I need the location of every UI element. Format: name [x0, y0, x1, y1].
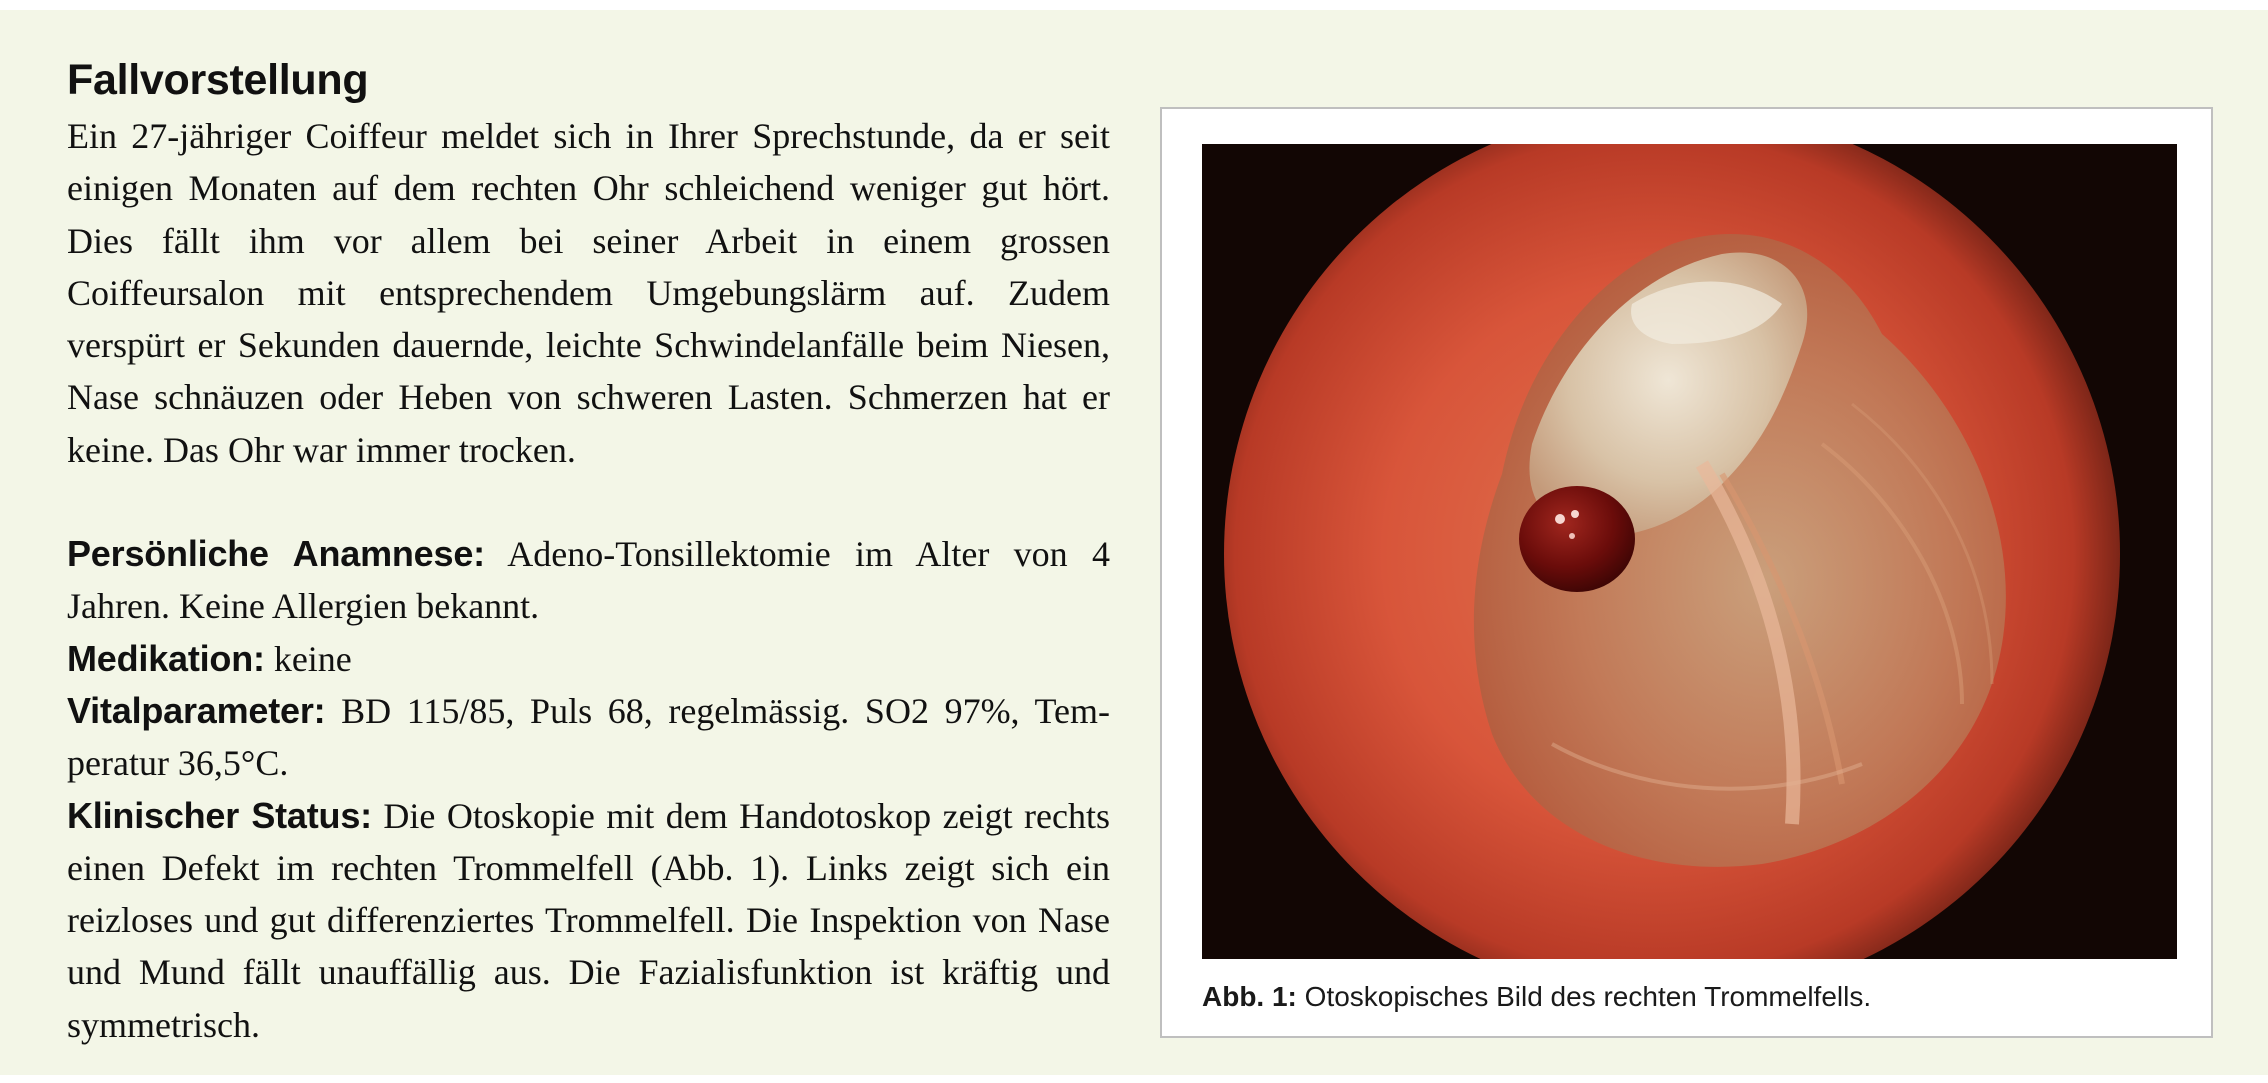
- caption-label: Abb. 1:: [1202, 981, 1297, 1012]
- case-text-column: [67, 50, 1110, 1051]
- intro-paragraph: Ein 27-jähriger Coiffeur meldet sich in Ihrer Sprechstunde, da er seit einigen Monaten auf dem rechten Ohr schleichend weniger gut hört. Dies fällt ihm vor allem bei seiner Arbeit in einem grossen Coiffeursalon mit entsprechendem Umgebungslärm auf. Zudem verspürt er Sekunden dauernde, leichte Schwindelanfälle beim Niesen, Nase schnäuzen oder Heben von schweren Lasten. Schmerzen hat er keine. Das Ohr war immer trocken.: [67, 116, 1110, 470]
- section-text: keine: [273, 638, 352, 679]
- section-medikation: [67, 633, 1110, 685]
- otoscopy-illustration: [1202, 144, 2177, 959]
- section-text: Adeno-Tonsillektomie im Alter von 4 Jahren. Keine Allergien bekannt.: [67, 534, 1110, 627]
- caption-text: Otoskopisches Bild des rechten Trommelfells.: [1304, 981, 1872, 1012]
- section-text: Die Otoskopie mit dem Handotoskop zeigt rechts einen Defekt im rechten Trommelfell (Abb. 1). Links zeigt sich ein reizloses und gut differenziertes Trommelfell. Die Inspektion von Nase und Mund fällt unauffällig aus. Die Fazialisfunktion ist kräftig und symmetrisch.: [67, 795, 1110, 1045]
- case-presentation-panel: [0, 10, 2268, 1075]
- section-text: BD 115/85, Puls 68, regelmässig. SO2 97%, Temperatur 36,5°C.: [67, 690, 1110, 784]
- otoscopy-image: [1202, 144, 2177, 959]
- section-anamnese: [67, 528, 1110, 633]
- section-label: Klinischer Status:: [67, 794, 372, 836]
- figure-caption: [1202, 977, 2177, 1017]
- section-label: Vitalparameter:: [67, 689, 326, 731]
- page-title: Fallvorstellung: [67, 56, 369, 104]
- section-vitalparameter: [67, 685, 1110, 790]
- section-label: Medikation:: [67, 637, 265, 679]
- section-label: Persönliche Anamnese:: [67, 533, 485, 575]
- figure-box: [1160, 107, 2213, 1038]
- section-klinischer-status: [67, 790, 1110, 1051]
